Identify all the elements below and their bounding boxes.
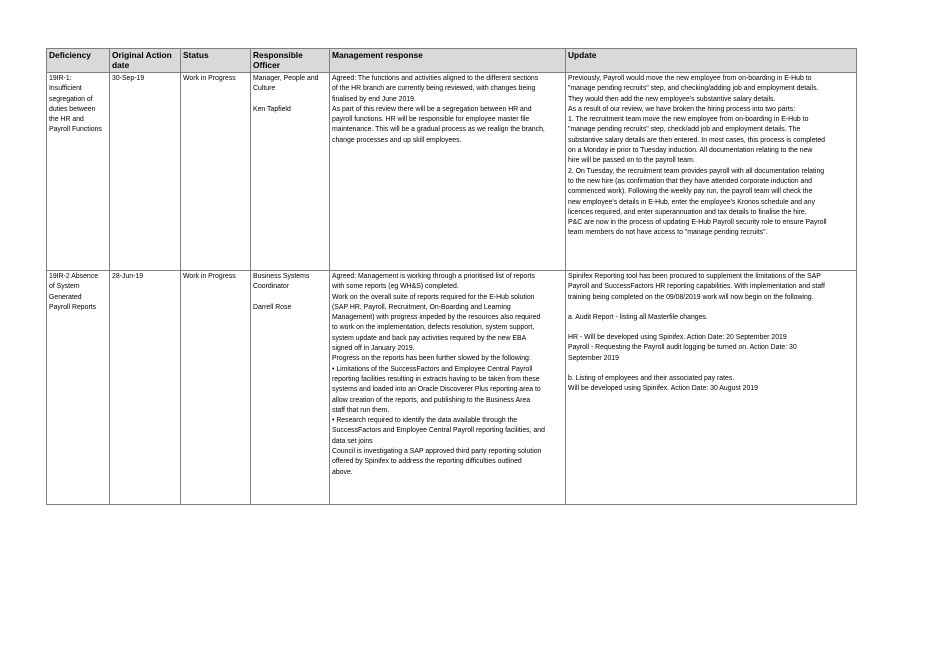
update-line: b. Listing of employees and their associated pay rates. [568, 375, 735, 383]
spacer [253, 95, 327, 105]
response-line: Progress on the reports has been further slowed by the following: [332, 355, 531, 363]
update-cell [566, 73, 857, 271]
response-line: change processes and up skill employees. [332, 136, 462, 144]
update-line: As a result of our review, we have broken the hiring process into two parts: [568, 105, 796, 113]
response-line: system update and back pay activities required by the new EBA [332, 334, 527, 342]
status-cell: Work in Progress [181, 271, 251, 505]
response-line: Work on the overall suite of reports required for the E-Hub solution [332, 293, 535, 301]
response-line: • Research required to identify the data available through the [332, 417, 518, 425]
header-responsible-officer: Responsible Officer [251, 49, 330, 73]
update-line: substantive salary details are then entered. In most cases, this process is completed [568, 136, 825, 144]
response-line: Council is investigating a SAP approved third party reporting solution [332, 448, 542, 456]
officer-role-line: Manager, People and [253, 75, 319, 82]
response-line: staff that run them. [332, 406, 390, 414]
response-line: data set joins [332, 437, 373, 445]
update-line: 1. The recruitment team move the new employee from on-boarding in E-Hub to [568, 116, 809, 124]
response-line: Agreed: Management is working through a prioritised list of reports [332, 273, 535, 280]
response-line: to work on the implementation, defects resolution, system support, [332, 324, 535, 332]
update-line: They would then add the new employee's substantive salary details. [568, 95, 776, 103]
action-date-cell: 28-Jun-19 [110, 271, 181, 505]
response-line: signed off in January 2019. [332, 345, 415, 353]
officer-cell [251, 271, 330, 505]
officer-name: Ken Tapfield [253, 105, 291, 113]
update-line: "manage pending recruits" step, and checking/adding job and employment details. [568, 85, 819, 93]
deficiency-line: segregation of [49, 95, 93, 103]
header-deficiency: Deficiency [47, 49, 110, 73]
management-response-cell [330, 73, 566, 271]
audit-findings-table [46, 48, 857, 505]
response-line: systems and loaded into an Oracle Discoverer Plus reporting area to [332, 386, 541, 394]
response-line: (SAP HR, Payroll, Recruitment, On-Boarding and Learning [332, 303, 511, 311]
response-line: As part of this review there will be a segregation between HR and [332, 105, 532, 113]
update-line: on a Monday ie prior to Tuesday induction. All documentation relating to the new [568, 147, 813, 155]
officer-role-line: Business Systems [253, 273, 310, 280]
update-line: to the new hire (as confirmation that they have attended corporate induction and [568, 177, 813, 185]
update-line: P&C are now in the process of updating E-Hub Payroll security role to ensure Payroll [568, 219, 827, 227]
officer-cell [251, 73, 330, 271]
update-line: new employee's details in E-Hub, enter the employee's Kronos schedule and any [568, 198, 816, 206]
update-line: Will be developed using Spinifex. Action Date: 30 August 2019 [568, 385, 758, 393]
response-line: Management) with progress impeded by the resources also required [332, 314, 541, 322]
table-row [47, 271, 857, 505]
response-line: above. [332, 468, 353, 476]
table-row [47, 73, 857, 271]
spacer [253, 293, 327, 303]
update-line: Previously, Payroll would move the new employee from on-boarding in E-Hub to [568, 75, 812, 82]
update-line: team members do not have access to "manage pending recruits". [568, 229, 768, 237]
management-response-cell [330, 271, 566, 505]
header-update: Update [566, 49, 857, 73]
header-row [47, 49, 857, 73]
header-original-action-date: Original Action date [110, 49, 181, 73]
spacer [568, 303, 854, 313]
deficiency-line: 19IR-2 Absence [49, 273, 99, 280]
update-line: HR - Will be developed using Spinifex. Action Date: 20 September 2019 [568, 334, 787, 342]
response-line: with some reports (eg WH&S) completed. [332, 283, 459, 291]
response-line: finalised by end June 2019. [332, 95, 416, 103]
deficiency-line: the HR and [49, 116, 84, 124]
update-line: Payroll - Requesting the Payroll audit logging be turned on. Action Date: 30 [568, 344, 797, 352]
response-line: SuccessFactors and Employee Central Payroll reporting facilities, and [332, 427, 545, 435]
update-line: Payroll and SuccessFactors HR reporting capabilities. With implementation and staff [568, 283, 825, 291]
update-line: hire will be passed on to the payroll team. [568, 157, 695, 165]
header-status: Status [181, 49, 251, 73]
update-line: 2. On Tuesday, the recruitment team provides payroll with all documentation relating [568, 167, 825, 175]
response-line: offered by Spinifex to address the reporting difficulties outlined [332, 458, 522, 466]
spacer [568, 323, 854, 333]
spacer [568, 364, 854, 374]
officer-role-line: Culture [253, 85, 276, 93]
status-cell: Work in Progress [181, 73, 251, 271]
deficiency-cell [47, 73, 110, 271]
deficiency-line: Generated [49, 293, 82, 301]
response-line: of the HR branch are currently being reviewed, with changes being [332, 85, 536, 93]
update-line: Spinifex Reporting tool has been procured to supplement the limitations of the SAP [568, 273, 821, 280]
action-date-cell: 30-Sep-19 [110, 73, 181, 271]
response-line: • Limitations of the SuccessFactors and Employee Central Payroll [332, 365, 533, 373]
response-line: reporting facilities resulting in extracts having to be taken from these [332, 375, 540, 383]
update-line: "manage pending recruits" step, check/add job and employment details. The [568, 126, 801, 134]
update-line: September 2019 [568, 354, 619, 362]
response-line: allow creation of the reports, and publishing to the Business Area [332, 396, 531, 404]
officer-name: Darrell Rose [253, 303, 292, 311]
response-line: maintenance. This will be a gradual process as we realign the branch, [332, 126, 545, 134]
deficiency-cell [47, 271, 110, 505]
officer-role-line: Coordinator [253, 283, 290, 291]
update-line: a. Audit Report - listing all Masterfile changes. [568, 313, 708, 321]
deficiency-line: of System [49, 283, 80, 291]
deficiency-line: Insufficient [49, 85, 82, 93]
response-line: Agreed: The functions and activities aligned to the different sections [332, 75, 539, 82]
deficiency-line: Payroll Functions [49, 126, 102, 134]
update-line: licences required, and enter superannuation and tax details to finalise the hire. [568, 208, 807, 216]
header-management-response: Management response [330, 49, 566, 73]
update-line: commenced work). Following the weekly pay run, the payroll team will check the [568, 188, 813, 196]
update-line: training being completed on the 09/08/2019 work will now begin on the following. [568, 293, 814, 301]
deficiency-line: duties between [49, 105, 96, 113]
deficiency-line: Payroll Reports [49, 303, 97, 311]
response-line: payroll functions. HR will be responsible for employee master file [332, 116, 530, 124]
update-cell [566, 271, 857, 505]
deficiency-line: 19IR-1: [49, 75, 72, 82]
